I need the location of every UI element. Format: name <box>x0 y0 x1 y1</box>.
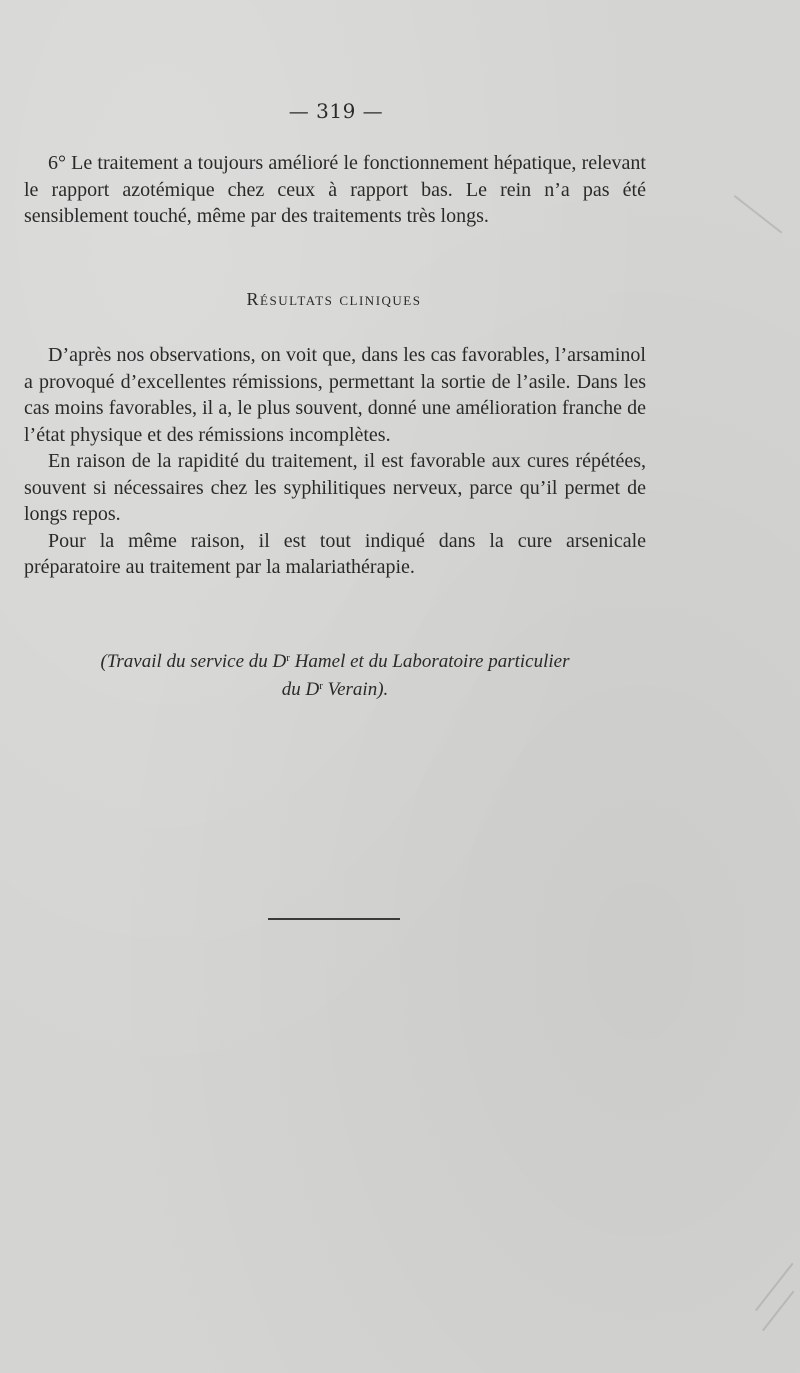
results-paragraph-2: En raison de la rapidité du traitement, il est favorable aux cures répétées, souvent si nécessaires chez les syphilitiques nerveux, parce qu’il permet de longs repos. <box>24 450 646 525</box>
credit-line-2-sup: r <box>319 680 323 692</box>
results-paragraph-1: D’après nos observations, on voit que, dans les cas favorables, l’arsaminol a provoqué d’excellentes rémissions, permettant la sortie de l’asile. Dans les cas moins favorables, il a, le plus souvent, donné une amélioration franche de l’état physique et des rémissions incomplètes. <box>24 344 646 446</box>
credit-line-2-b: Verain). <box>322 679 389 700</box>
paragraph-six-text: 6° Le traitement a toujours amélioré le fonctionnement hépatique, relevant le rapport azotémique chez ceux à rapport bas. Le rein n’a pas été sensiblement touché, même par des traitements très longs. <box>24 152 646 227</box>
credit-line-1 <box>30 646 640 674</box>
credit-line-1-sup: r <box>286 652 290 664</box>
end-rule <box>268 918 400 920</box>
credit-note <box>30 646 640 702</box>
results-text <box>24 342 646 581</box>
paper-scratch <box>755 1263 794 1312</box>
credit-line-2-a: du D <box>281 679 320 700</box>
section-heading: Résultats cliniques <box>246 289 422 309</box>
credit-line-1-a: (Travail du service du D <box>100 651 287 672</box>
results-paragraph-3: Pour la même raison, il est tout indiqué dans la cure arsenicale préparatoire au traitement par la malariathérapie. <box>24 529 646 578</box>
credit-line-1-b: Hamel et du Laboratoire particulier <box>289 651 570 672</box>
paragraph-six <box>24 150 646 230</box>
credit-line-2 <box>30 674 640 702</box>
paper-scratch <box>734 195 783 234</box>
page-number: — 319 — <box>288 99 384 123</box>
